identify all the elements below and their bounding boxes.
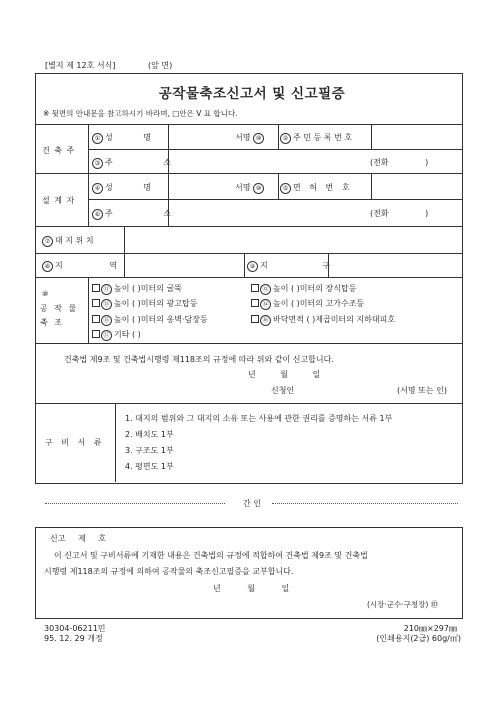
designer-signature: 서명 ⑩ — [235, 182, 266, 194]
site-area-label: ⑧ 지 역 — [42, 260, 117, 272]
structure-item-7[interactable]: ⑰ 기타 ( ) — [92, 329, 141, 341]
designer-license-label: ⑤ 면 허 번 호 — [280, 182, 350, 194]
owner-signature: 서명 ⑩ — [235, 132, 266, 144]
owner-name-label: ① 성 명 — [92, 132, 151, 144]
owner-regno-label: ② 주 민 등 록 번 호 — [280, 132, 352, 144]
cut-label: 간 인 — [243, 499, 261, 508]
certificate-body-1: 이 신고서 및 구비서류에 기재한 내용은 건축법의 규정에 적합하여 건축법 제9조 및 건축법 — [54, 551, 368, 560]
structure-item-6[interactable]: ⑯ 바닥면적 ( )제곱미터의 지하대피호 — [251, 314, 395, 326]
designer-phone: (전화 ) — [370, 209, 429, 218]
certificate-body-2: 시행령 제118조의 규정에 의하여 공작물의 축조신고필증을 교부합니다. — [44, 567, 294, 576]
owner-label: 건 축 주 — [42, 146, 76, 155]
certificate-date: 년 월 일 — [213, 584, 290, 593]
owner-phone: (전화 ) — [370, 158, 429, 167]
page-side: (앞 면) — [148, 61, 173, 70]
structure-item-5[interactable]: ⑮ 높이 ( )미터의 옹벽·담장등 — [92, 314, 208, 326]
form-number: [별지 제 12호 서식] — [45, 61, 116, 70]
site-district-label: ⑨ 지 구 — [247, 260, 330, 272]
document-item-3: 3. 구조도 1부 — [125, 446, 174, 455]
structure-item-4[interactable]: ⑭ 높이 ( )미터의 고가수조등 — [251, 298, 364, 310]
structure-item-2[interactable]: ⑫ 높이 ( )미터의 장식탑등 — [251, 283, 356, 295]
designer-label: 설 계 자 — [42, 196, 76, 205]
documents-label: 구 비 서 류 — [45, 438, 103, 447]
declaration-date: 년 월 일 — [248, 370, 321, 379]
declaration-text: 건축법 제9조 및 건축법시행령 제118조의 규정에 따라 위와 같이 신고합니다. — [64, 355, 334, 364]
footer-paper: (인쇄용지(2급) 60g/㎡) — [376, 634, 461, 643]
structure-number: ⑩ — [42, 290, 49, 298]
designer-address-label: ⑥ 주 소 — [92, 208, 171, 220]
footer-code: 30304-06211민 — [44, 624, 106, 633]
form-title: 공작물축조신고서 및 신고필증 — [158, 86, 346, 102]
certificate-number: 신고 제 호 — [50, 534, 106, 543]
site-location-label: ⑦ 대 지 위 치 — [42, 235, 94, 247]
structure-item-3[interactable]: ⑬ 높이 ( )미터의 광고탑등 — [92, 298, 197, 310]
applicant-label: 신청인 — [271, 386, 295, 395]
owner-address-label: ③ 주 소 — [92, 157, 171, 169]
footer-revised: 95. 12. 29 개정 — [44, 634, 103, 643]
structure-item-1[interactable]: ⑪ 높이 ( )미터의 굴뚝 — [92, 283, 182, 295]
instruction-note: ※ 뒷면의 안내문을 참고하시기 바라며, □안은 V 표 합니다. — [43, 109, 238, 118]
footer-size: 210㎜×297㎜ — [403, 624, 457, 633]
document-item-2: 2. 배치도 1부 — [125, 430, 174, 439]
document-item-1: 1. 대지의 범위와 그 대지의 소유 또는 사용에 관한 권리를 증명하는 서류 1부 — [125, 414, 393, 423]
document-item-4: 4. 평면도 1부 — [125, 462, 174, 471]
seal-icon: ㊞ — [430, 600, 439, 609]
structure-label: 공 작 물 축 조 — [40, 304, 79, 327]
certificate-issuer: (시장·군수·구청장) ㊞ — [367, 600, 439, 609]
cut-line-right — [272, 503, 458, 504]
designer-name-label: ④ 성 명 — [92, 182, 151, 194]
applicant-signature: (서명 또는 인) — [397, 386, 447, 395]
